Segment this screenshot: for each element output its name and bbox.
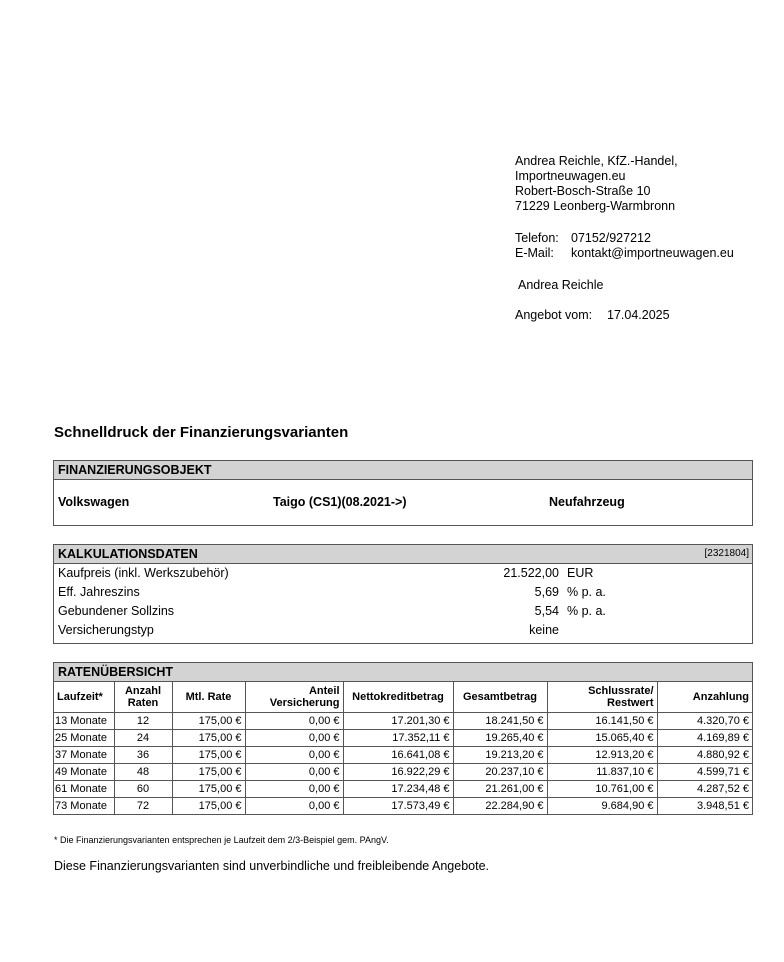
calc-unit: EUR xyxy=(567,566,594,580)
table-cell: 61 Monate xyxy=(54,781,114,798)
table-cell: 3.948,51 € xyxy=(657,798,752,815)
table-cell: 0,00 € xyxy=(245,781,343,798)
table-cell: 19.265,40 € xyxy=(453,730,547,747)
table-cell: 13 Monate xyxy=(54,713,114,730)
column-header: Anzahl Raten xyxy=(114,682,172,713)
calc-unit: % p. a. xyxy=(567,585,606,599)
calc-row xyxy=(54,602,752,621)
rate-table xyxy=(54,682,752,814)
calculation-header-title: KALKULATIONSDATEN xyxy=(58,547,198,561)
table-cell: 12.913,20 € xyxy=(547,747,657,764)
table-cell: 25 Monate xyxy=(54,730,114,747)
table-cell: 12 xyxy=(114,713,172,730)
address-line: Robert-Bosch-Straße 10 xyxy=(515,184,651,198)
calc-row xyxy=(54,583,752,602)
calc-unit: % p. a. xyxy=(567,604,606,618)
column-header: Laufzeit* xyxy=(54,682,114,713)
email-value: kontakt@importneuwagen.eu xyxy=(571,246,734,260)
table-cell: 0,00 € xyxy=(245,713,343,730)
table-cell: 17.234,48 € xyxy=(343,781,453,798)
table-cell: 17.573,49 € xyxy=(343,798,453,815)
table-cell: 36 xyxy=(114,747,172,764)
table-cell: 17.352,11 € xyxy=(343,730,453,747)
table-cell: 175,00 € xyxy=(172,798,245,815)
table-cell: 10.761,00 € xyxy=(547,781,657,798)
dealer-address xyxy=(515,154,678,214)
column-header: Gesamtbetrag xyxy=(453,682,547,713)
table-cell: 21.261,00 € xyxy=(453,781,547,798)
financing-object-header: FINANZIERUNGSOBJEKT xyxy=(54,461,752,480)
calculation-section xyxy=(53,544,753,644)
table-row xyxy=(54,747,752,764)
calc-label: Gebundener Sollzins xyxy=(58,604,175,618)
table-cell: 22.284,90 € xyxy=(453,798,547,815)
table-cell: 4.287,52 € xyxy=(657,781,752,798)
footnote: * Die Finanzierungsvarianten entsprechen je Laufzeit dem 2/3-Beispiel gem. PAngV. xyxy=(54,835,389,845)
calc-value: keine xyxy=(529,623,559,637)
table-cell: 0,00 € xyxy=(245,730,343,747)
table-cell: 18.241,50 € xyxy=(453,713,547,730)
table-cell: 49 Monate xyxy=(54,764,114,781)
email-label: E-Mail: xyxy=(515,246,554,260)
table-cell: 9.684,90 € xyxy=(547,798,657,815)
table-cell: 37 Monate xyxy=(54,747,114,764)
table-row xyxy=(54,798,752,815)
table-cell: 0,00 € xyxy=(245,764,343,781)
table-cell: 4.599,71 € xyxy=(657,764,752,781)
phone-label: Telefon: xyxy=(515,231,559,245)
table-cell: 0,00 € xyxy=(245,798,343,815)
column-header: Mtl. Rate xyxy=(172,682,245,713)
financing-object-row xyxy=(54,480,752,526)
table-row xyxy=(54,764,752,781)
table-cell: 72 xyxy=(114,798,172,815)
phone-value: 07152/927212 xyxy=(571,231,651,245)
calc-label: Kaufpreis (inkl. Werkszubehör) xyxy=(58,566,229,580)
table-cell: 73 Monate xyxy=(54,798,114,815)
column-header: Anzahlung xyxy=(657,682,752,713)
offer-date-label: Angebot vom: xyxy=(515,308,593,322)
address-line: Importneuwagen.eu xyxy=(515,169,626,183)
calc-value: 21.522,00 xyxy=(503,566,559,580)
table-cell: 175,00 € xyxy=(172,764,245,781)
offer-date-line xyxy=(515,308,670,322)
calc-value: 5,54 xyxy=(534,604,559,618)
calc-value: 5,69 xyxy=(534,585,559,599)
table-cell: 175,00 € xyxy=(172,781,245,798)
table-cell: 16.641,08 € xyxy=(343,747,453,764)
table-cell: 16.141,50 € xyxy=(547,713,657,730)
table-cell: 175,00 € xyxy=(172,713,245,730)
vehicle-brand: Volkswagen xyxy=(58,495,130,509)
calculation-code: [2321804] xyxy=(704,548,749,559)
column-header: Nettokreditbetrag xyxy=(343,682,453,713)
calc-label: Versicherungstyp xyxy=(58,623,154,637)
rate-overview-header: RATENÜBERSICHT xyxy=(54,663,752,682)
offer-date-value: 17.04.2025 xyxy=(607,308,670,322)
financing-object-section xyxy=(53,460,753,526)
vehicle-type: Neufahrzeug xyxy=(549,495,625,509)
table-cell: 175,00 € xyxy=(172,747,245,764)
rate-overview-section xyxy=(53,662,753,815)
table-cell: 0,00 € xyxy=(245,747,343,764)
table-cell: 16.922,29 € xyxy=(343,764,453,781)
table-cell: 4.320,70 € xyxy=(657,713,752,730)
contact-person: Andrea Reichle xyxy=(518,278,604,292)
table-cell: 17.201,30 € xyxy=(343,713,453,730)
dealer-contact xyxy=(515,231,734,261)
table-cell: 4.880,92 € xyxy=(657,747,752,764)
table-cell: 15.065,40 € xyxy=(547,730,657,747)
calc-row xyxy=(54,621,752,640)
address-line: Andrea Reichle, KfZ.-Handel, xyxy=(515,154,678,168)
document-title: Schnelldruck der Finanzierungsvarianten xyxy=(54,424,349,441)
table-cell: 11.837,10 € xyxy=(547,764,657,781)
column-header: Anteil Versicherung xyxy=(245,682,343,713)
table-cell: 175,00 € xyxy=(172,730,245,747)
calc-row xyxy=(54,564,752,583)
calculation-header xyxy=(54,545,752,564)
vehicle-model: Taigo (CS1)(08.2021->) xyxy=(273,495,407,509)
table-row xyxy=(54,730,752,747)
table-cell: 24 xyxy=(114,730,172,747)
calc-label: Eff. Jahreszins xyxy=(58,585,140,599)
table-cell: 48 xyxy=(114,764,172,781)
table-cell: 60 xyxy=(114,781,172,798)
rate-table-body xyxy=(54,713,752,815)
disclaimer: Diese Finanzierungsvarianten sind unverbindliche und freibleibende Angebote. xyxy=(54,859,490,873)
table-cell: 20.237,10 € xyxy=(453,764,547,781)
address-line: 71229 Leonberg-Warmbronn xyxy=(515,199,676,213)
rate-table-header-row xyxy=(54,682,752,713)
column-header: Schlussrate/ Restwert xyxy=(547,682,657,713)
table-cell: 4.169,89 € xyxy=(657,730,752,747)
table-row xyxy=(54,713,752,730)
table-row xyxy=(54,781,752,798)
table-cell: 19.213,20 € xyxy=(453,747,547,764)
